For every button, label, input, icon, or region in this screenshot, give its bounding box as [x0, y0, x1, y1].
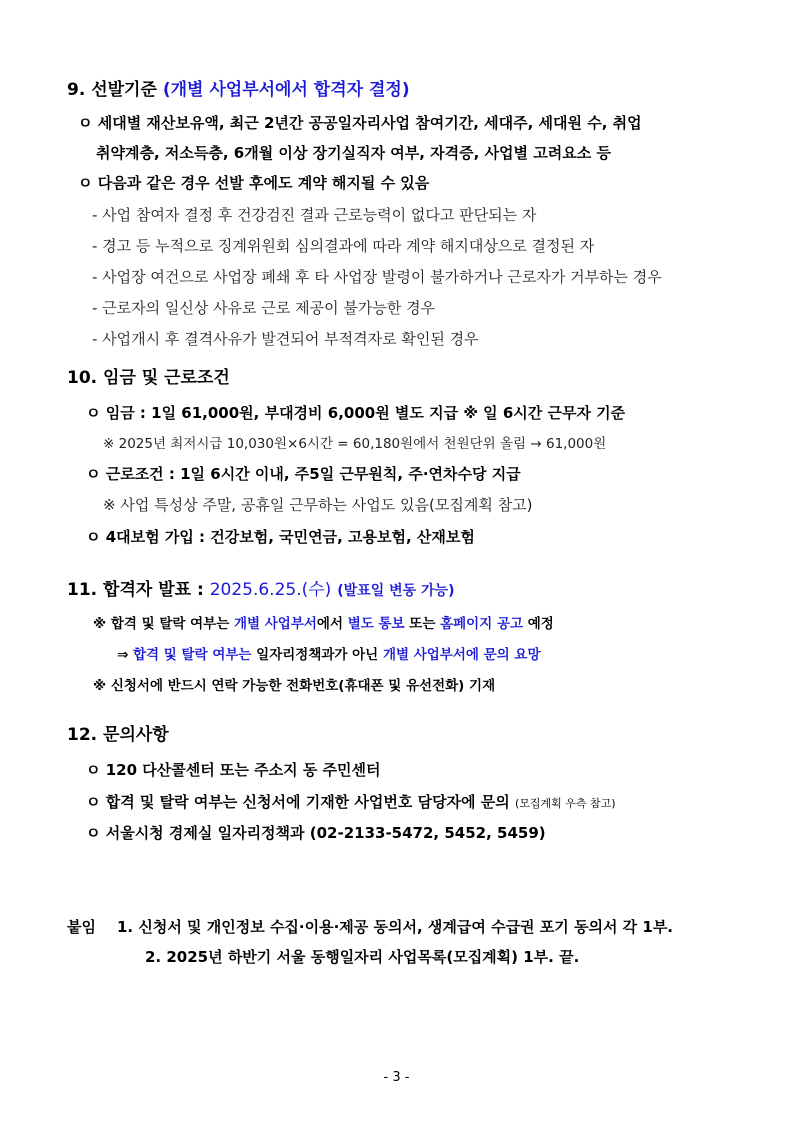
sec11-note-2	[117, 645, 541, 665]
page-number: - 3 -	[383, 1070, 410, 1085]
section-9-title-note: (개별 사업부서에서 합격자 결정)	[162, 80, 410, 100]
section-11-heading	[67, 580, 454, 601]
sec11-note-2-c: 일자리정책과가 아닌	[256, 647, 379, 663]
section-9-title: 9. 선발기준	[67, 80, 157, 100]
sec9-dash-3: - 사업장 여건으로 사업장 폐쇄 후 타 사업장 발령이 불가하거나 근로자가 거부하는 경우	[92, 268, 662, 286]
attachment-item-2: 2. 2025년 하반기 서울 동행일자리 사업목록(모집계획) 1부. 끝.	[145, 948, 580, 966]
announcement-date: 2025.6.25.(수)	[209, 580, 332, 600]
sec11-note-2-d: 개별 사업부서에 문의 요망	[382, 647, 541, 663]
sec10-bullet-insurance: ㅇ 4대보험 가입 : 건강보험, 국민연금, 고용보험, 산재보험	[86, 528, 475, 546]
sec9-dash-1: - 사업 참여자 결정 후 건강검진 결과 근로능력이 없다고 판단되는 자	[92, 206, 537, 224]
sec11-note-1-a: ※ 합격 및 탈락 여부는	[93, 616, 230, 632]
sec10-note-weekend: ※ 사업 특성상 주말, 공휴일 근무하는 사업도 있음(모집계획 참고)	[103, 496, 533, 514]
sec11-note-2-b: 합격 및 탈락 여부는	[133, 647, 252, 663]
sec9-bullet-1-line-2: 취약계층, 저소득층, 6개월 이상 장기실직자 여부, 자격증, 사업별 고려요소 등	[96, 144, 611, 162]
sec11-note-1-e: 또는	[409, 616, 436, 632]
sec9-dash-5: - 사업개시 후 결격사유가 발견되어 부적격자로 확인된 경우	[92, 330, 479, 348]
sec11-note-3: ※ 신청서에 반드시 연락 가능한 전화번호(휴대폰 및 유선전화) 기재	[93, 678, 496, 694]
sec11-note-1-notice: 별도 통보	[347, 616, 405, 632]
arrow-icon: ⇒	[117, 647, 129, 663]
sec9-dash-2: - 경고 등 누적으로 징계위원회 심의결과에 따라 계약 해지대상으로 결정된 자	[92, 237, 595, 255]
sec11-note-1-dept: 개별 사업부서	[233, 616, 317, 632]
section-10-title: 10. 임금 및 근로조건	[67, 368, 230, 388]
sec12-bullet-1: ㅇ 120 다산콜센터 또는 주소지 동 주민센터	[86, 761, 381, 779]
sec9-dash-4: - 근로자의 일신상 사유로 근로 제공이 불가능한 경우	[92, 299, 436, 317]
announcement-date-note: (발표일 변동 가능)	[337, 583, 455, 599]
section-9-heading	[67, 80, 410, 100]
sec9-bullet-1-line-1: ㅇ 세대별 재산보유액, 최근 2년간 공공일자리사업 참여기간, 세대주, 세대원 수, 취업	[78, 114, 642, 132]
section-12-title: 12. 문의사항	[67, 725, 169, 745]
attachment-label: 붙임	[67, 918, 96, 936]
sec11-note-1-homepage: 홈페이지 공고	[440, 616, 524, 632]
sec12-bullet-2	[86, 792, 616, 814]
sec12-bullet-2-text: ㅇ 합격 및 탈락 여부는 신청서에 기재한 사업번호 담당자에 문의	[86, 793, 510, 811]
sec11-note-1-g: 예정	[527, 616, 554, 632]
sec11-note-1	[93, 614, 554, 634]
section-11-title: 11. 합격자 발표 :	[67, 580, 204, 600]
sec9-bullet-2: ㅇ 다음과 같은 경우 선발 후에도 계약 해지될 수 있음	[78, 174, 430, 192]
sec11-note-1-c: 에서	[316, 616, 344, 632]
sec10-bullet-wage: ㅇ 임금 : 1일 61,000원, 부대경비 6,000원 별도 지급 ※ 일 6시간 근무자 기준	[86, 404, 626, 422]
attachment-item-1: 1. 신청서 및 개인정보 수집·이용·제공 동의서, 생계급여 수급권 포기 동의서 각 1부.	[117, 918, 674, 936]
sec10-note-min-wage: ※ 2025년 최저시급 10,030원×6시간 = 60,180원에서 천원단위 올림 → 61,000원	[103, 436, 607, 452]
sec12-bullet-3: ㅇ 서울시청 경제실 일자리정책과 (02-2133-5472, 5452, 5459)	[86, 824, 546, 842]
sec12-bullet-2-note: (모집계획 우측 참고)	[514, 797, 616, 810]
sec10-bullet-conditions: ㅇ 근로조건 : 1일 6시간 이내, 주5일 근무원칙, 주·연차수당 지급	[86, 465, 521, 483]
